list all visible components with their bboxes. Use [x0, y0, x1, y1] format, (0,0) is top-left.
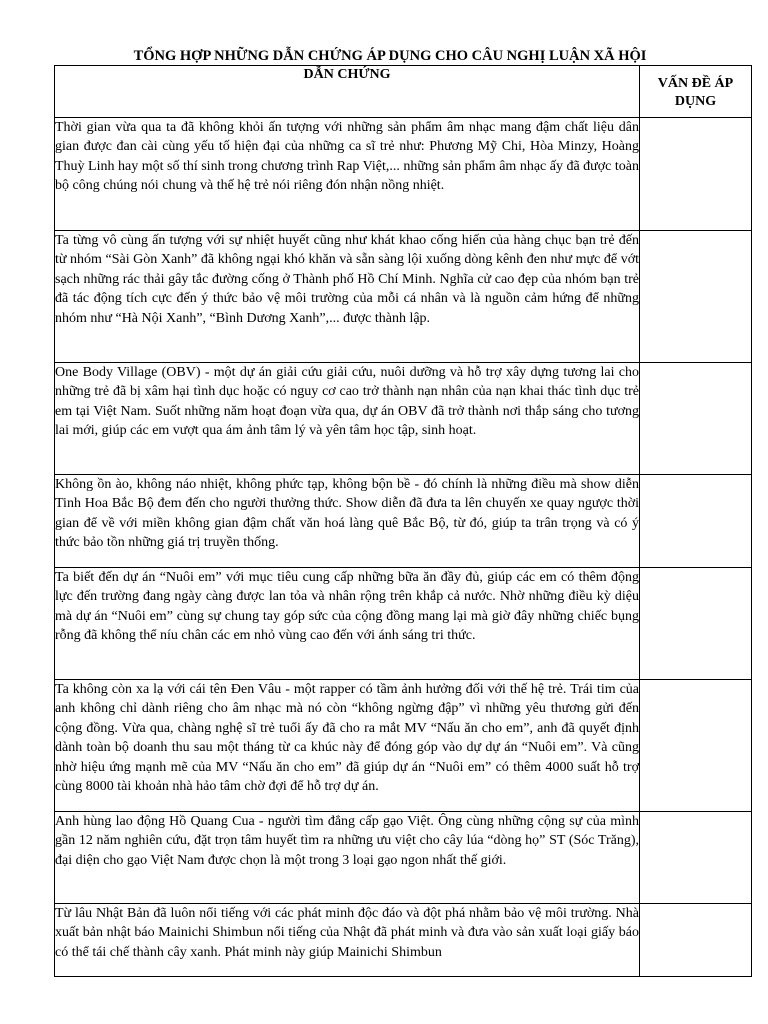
table-row — [55, 118, 752, 231]
table-row — [55, 904, 752, 977]
issue-cell — [640, 231, 752, 363]
table-header-row — [55, 66, 752, 118]
issue-cell — [640, 363, 752, 475]
evidence-cell: Ta biết đến dự án “Nuôi em” với mục tiêu cung cấp những bữa ăn đầy đủ, giúp các em có thêm động lực đến trường đang ngày càng được lan tỏa và nhân rộng trên khắp cả nước. Nhờ những điều kỳ diệu mà dự án “Nuôi em” cùng sự chung tay góp sức của cộng đồng mang lại mà giờ đây những chiếc bụng rỗng đã không thể níu chân các em nhỏ vùng cao đến với ánh sáng tri thức. — [55, 568, 640, 680]
header-issue: VẤN ĐỀ ÁP DỤNG — [640, 66, 752, 118]
evidence-cell: Ta từng vô cùng ấn tượng với sự nhiệt huyết cũng như khát khao cống hiến của hàng chục bạn trẻ đến từ nhóm “Sài Gòn Xanh” đã không ngại khó khăn và sẵn sàng lội xuống dòng kênh đen như mực để vớt sạch những rác thải gây tắc đường cống ở Thành phố Hồ Chí Minh. Nghĩa cử cao đẹp của nhóm bạn trẻ đã tác động tích cực đến ý thức bảo vệ môi trường của mỗi cá nhân và là nguồn cảm hứng để những nhóm như “Hà Nội Xanh”, “Bình Dương Xanh”,... được thành lập. — [55, 231, 640, 363]
header-evidence: DẪN CHỨNG — [55, 66, 640, 118]
issue-cell — [640, 904, 752, 977]
evidence-cell: Anh hùng lao động Hồ Quang Cua - người tìm đẳng cấp gạo Việt. Ông cùng những cộng sự của mình gần 12 năm nghiên cứu, đặt trọn tâm huyết tìm ra những ưu việt cho cây lúa “dòng họ” ST (Sóc Trăng), đại diện cho gạo Việt Nam được chọn là một trong 3 loại gạo ngon nhất thế giới. — [55, 812, 640, 904]
table-row — [55, 680, 752, 812]
evidence-cell: Không ồn ào, không náo nhiệt, không phức tạp, không bộn bề - đó chính là những điều mà show diễn Tinh Hoa Bắc Bộ đem đến cho người thưởng thức. Show diễn đã đưa ta lên chuyến xe quay ngược thời gian để về với miền không gian đậm chất văn hoá làng quê Bắc Bộ, từ đó, giúp ta trân trọng và có ý thức bảo tồn những giá trị truyền thống. — [55, 475, 640, 568]
evidence-cell: One Body Village (OBV) - một dự án giải cứu giải cứu, nuôi dưỡng và hỗ trợ xây dựng tương lai cho những trẻ đã bị xâm hại tình dục hoặc có nguy cơ cao trở thành nạn nhân của nạn khai thác tình dục trẻ em tại Việt Nam. Suốt những năm hoạt đoạn vừa qua, dự án OBV đã trở thành nơi thắp sáng cho tương lai mới, giúp các em vượt qua ám ảnh tâm lý và yên tâm học tập, sinh hoạt. — [55, 363, 640, 475]
evidence-cell: Từ lâu Nhật Bản đã luôn nổi tiếng với các phát minh độc đáo và đột phá nhằm bảo vệ môi trường. Nhà xuất bản nhật báo Mainichi Shimbun nổi tiếng của Nhật đã phát minh và đưa vào sản xuất loại giấy báo có thể tái chế thành cây xanh. Phát minh này giúp Mainichi Shimbun — [55, 904, 640, 977]
table-row — [55, 812, 752, 904]
issue-cell — [640, 475, 752, 568]
evidence-cell: Ta không còn xa lạ với cái tên Đen Vâu - một rapper có tầm ảnh hưởng đối với thế hệ trẻ. Trái tim của anh không chỉ dành riêng cho âm nhạc mà nó còn “không ngừng đập” vì những yêu thương gửi đến cộng đồng. Vừa qua, chàng nghệ sĩ trẻ tuổi ấy đã cho ra mắt MV “Nấu ăn cho em”, anh đã quyết định dành toàn bộ doanh thu sau một tháng từ ca khúc này để đóng góp vào dự dự án “Nuôi em”. Và cũng nhờ hiệu ứng mạnh mẽ của MV “Nấu ăn cho em” đã giúp dự án “Nuôi em” có thêm 4000 suất hỗ trợ cùng 8000 tài khoản nhà hảo tâm chờ đợi để hỗ trợ dự án. — [55, 680, 640, 812]
issue-cell — [640, 812, 752, 904]
table-row — [55, 231, 752, 363]
document-title: TỔNG HỢP NHỮNG DẪN CHỨNG ÁP DỤNG CHO CÂU NGHỊ LUẬN XÃ HỘI — [133, 48, 647, 64]
table-row — [55, 475, 752, 568]
evidence-cell: Thời gian vừa qua ta đã không khỏi ấn tượng với những sản phẩm âm nhạc mang đậm chất liệu dân gian được đan cài cùng yếu tố hiện đại của những ca sĩ trẻ như: Phương Mỹ Chi, Hòa Minzy, Hoàng Thuỳ Linh hay một số thí sinh trong chương trình Rap Việt,... những sản phẩm âm nhạc ấy đã được toàn bộ công chúng nói chung và thế hệ trẻ nói riêng đón nhận nồng nhiệt. — [55, 118, 640, 231]
table-row — [55, 363, 752, 475]
issue-cell — [640, 568, 752, 680]
issue-cell — [640, 680, 752, 812]
evidence-table — [54, 65, 752, 977]
table-row — [55, 568, 752, 680]
issue-cell — [640, 118, 752, 231]
